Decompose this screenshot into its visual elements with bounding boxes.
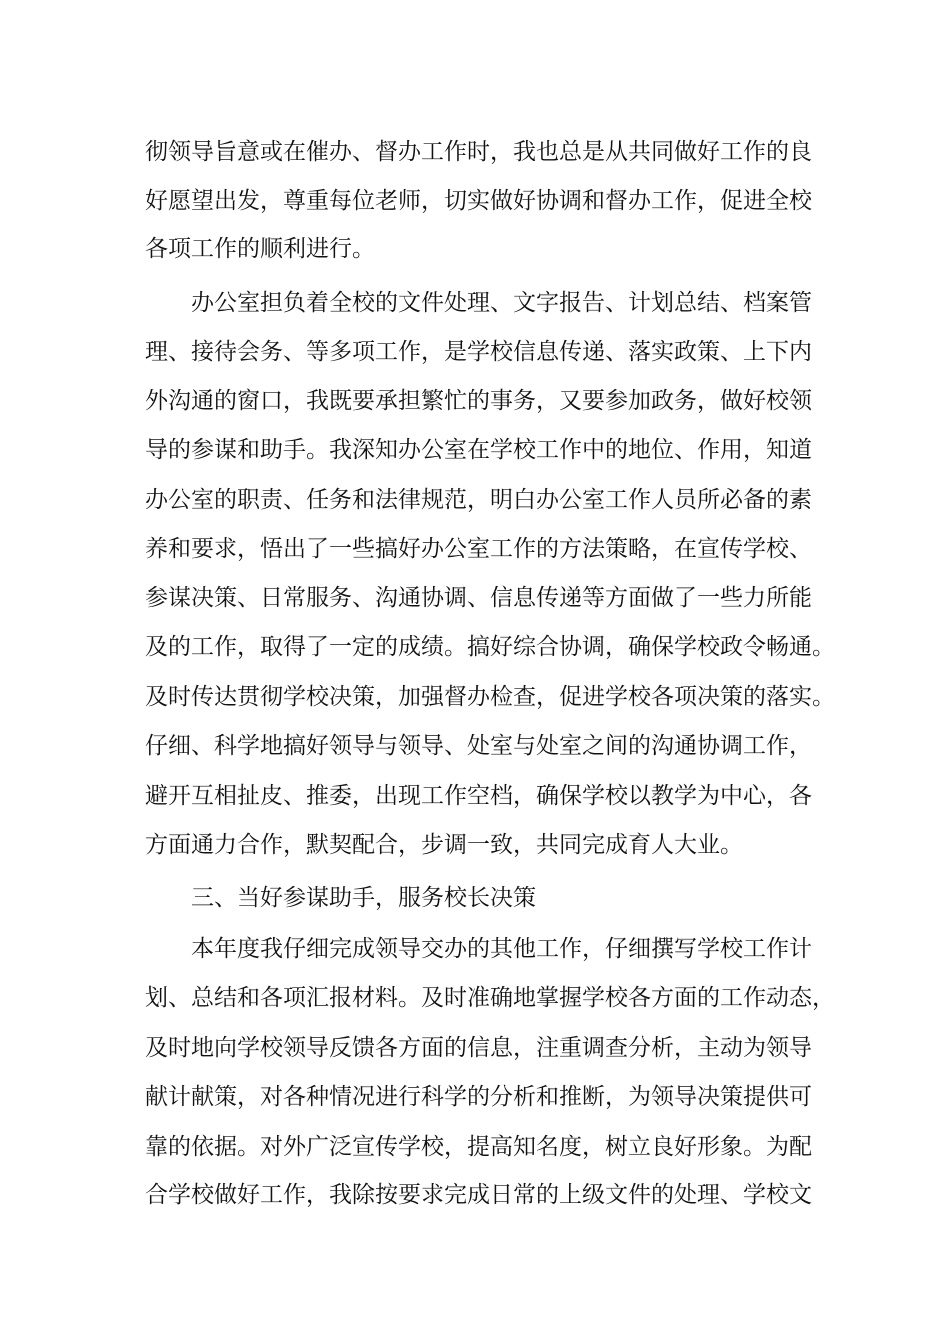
text-line-9: 养和要求，悟出了一些搞好办公室工作的方法策略，在宣传学校、 <box>145 536 812 562</box>
text-line-20: 献计献策，对各种情况进行科学的分析和推断，为领导决策提供可 <box>145 1084 812 1110</box>
text-line-6: 外沟通的窗口，我既要承担繁忙的事务，又要参加政务，做好校领 <box>145 388 812 414</box>
text-line-1: 彻领导旨意或在催办、督办工作时，我也总是从共同做好工作的良 <box>145 139 812 165</box>
text-line-15: 方面通力合作，默契配合，步调一致，共同完成育人大业。 <box>145 832 743 858</box>
text-line-10: 参谋决策、日常服务、沟通协调、信息传递等方面做了一些力所能 <box>145 585 812 611</box>
text-line-7: 导的参谋和助手。我深知办公室在学校工作中的地位、作用，知道 <box>145 437 812 463</box>
text-line-3: 各项工作的顺利进行。 <box>145 236 375 262</box>
text-line-5: 理、接待会务、等多项工作，是学校信息传递、落实政策、上下内 <box>145 339 812 365</box>
text-line-13: 仔细、科学地搞好领导与领导、处室与处室之间的沟通协调工作， <box>145 733 812 759</box>
text-line-22: 合学校做好工作，我除按要求完成日常的上级文件的处理、学校文 <box>145 1182 812 1208</box>
text-line-12: 及时传达贯彻学校决策，加强督办检查，促进学校各项决策的落实。 <box>145 684 835 710</box>
text-line-21: 靠的依据。对外广泛宣传学校，提高知名度，树立良好形象。为配 <box>145 1134 812 1160</box>
paragraph-start-line: 本年度我仔细完成领导交办的其他工作，仔细撰写学校工作计 <box>191 936 812 962</box>
text-line-14: 避开互相扯皮、推委，出现工作空档，确保学校以教学为中心，各 <box>145 783 812 809</box>
paragraph-start-line: 办公室担负着全校的文件处理、文字报告、计划总结、档案管 <box>191 290 812 316</box>
text-line-8: 办公室的职责、任务和法律规范，明白办公室工作人员所必备的素 <box>145 487 812 513</box>
text-line-18: 划、总结和各项汇报材料。及时准确地掌握学校各方面的工作动态， <box>145 985 835 1011</box>
text-line-2: 好愿望出发，尊重每位老师，切实做好协调和督办工作，促进全校 <box>145 188 812 214</box>
text-line-19: 及时地向学校领导反馈各方面的信息，注重调查分析，主动为领导 <box>145 1035 812 1061</box>
text-line-11: 及的工作，取得了一定的成绩。搞好综合协调，确保学校政令畅通。 <box>145 634 835 660</box>
section-heading: 三、当好参谋助手，服务校长决策 <box>191 885 536 911</box>
